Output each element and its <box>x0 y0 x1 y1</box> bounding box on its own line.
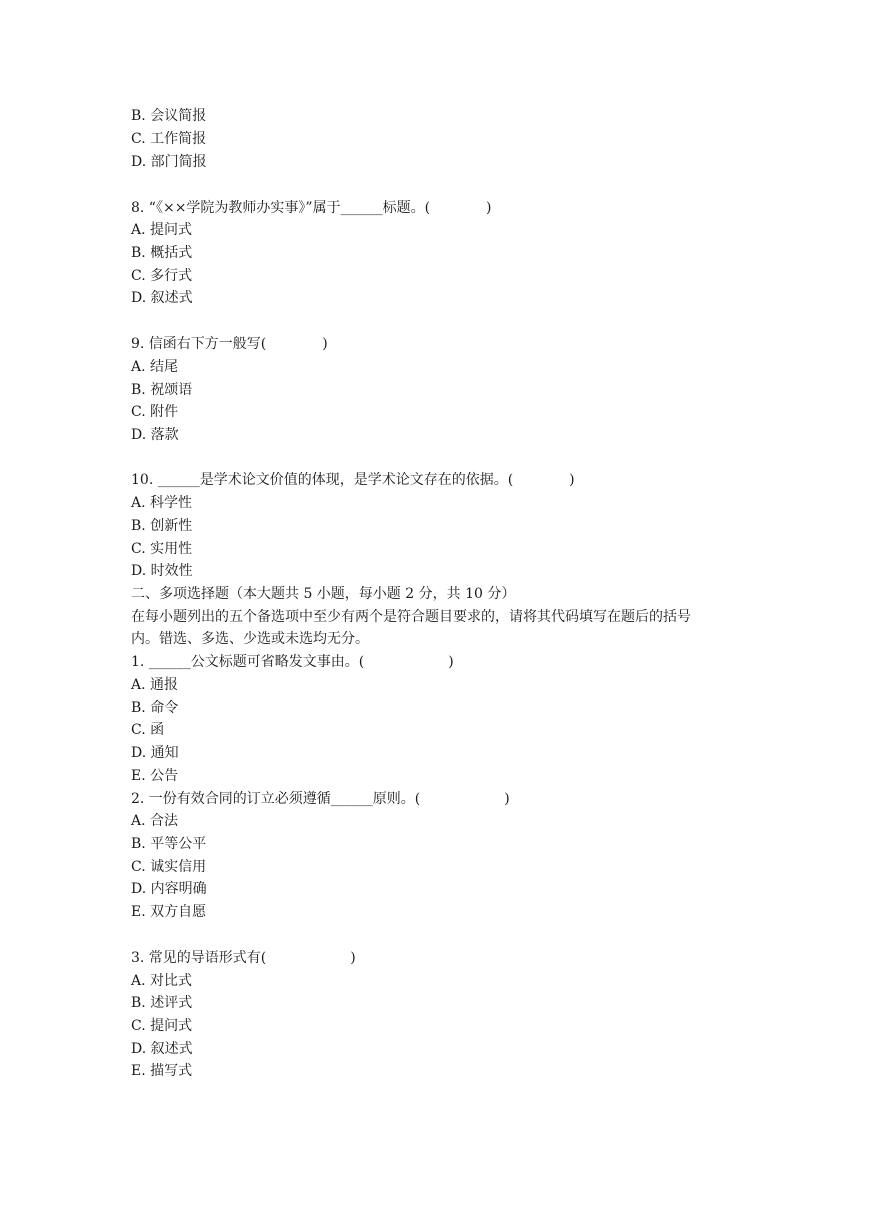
m3-option-b: B. 述评式 <box>131 995 193 1011</box>
q9-option-a: A. 结尾 <box>131 359 179 375</box>
q10-option-a: A. 科学性 <box>131 495 193 511</box>
q9-option-d: D. 落款 <box>131 427 179 443</box>
m2-option-c: C. 诚实信用 <box>131 859 207 875</box>
m2-option-b: B. 平等公平 <box>131 836 207 852</box>
q8-option-d: D. 叙述式 <box>131 290 193 306</box>
q9-option-c: C. 附件 <box>131 404 179 420</box>
m3-option-a: A. 对比式 <box>131 973 193 989</box>
m1-option-c: C. 函 <box>131 722 165 738</box>
q10-option-b: B. 创新性 <box>131 518 193 534</box>
section2-heading: 二、多项选择题（本大题共 5 小题，每小题 2 分，共 10 分） <box>131 586 516 602</box>
m2-stem: 2. 一份有效合同的订立必须遵循______原则。( ) <box>131 791 510 807</box>
q8-option-b: B. 概括式 <box>131 245 193 261</box>
q7-option-c: C. 工作简报 <box>131 131 207 147</box>
q8-stem: 8. “《××学院为教师办实事》”属于______标题。( ) <box>131 200 492 216</box>
m1-option-a: A. 通报 <box>131 677 179 693</box>
m1-option-d: D. 通知 <box>131 745 179 761</box>
m2-option-e: E. 双方自愿 <box>131 904 207 920</box>
m3-option-d: D. 叙述式 <box>131 1041 193 1057</box>
q10-option-c: C. 实用性 <box>131 541 193 557</box>
m3-option-c: C. 提问式 <box>131 1018 193 1034</box>
section2-instruction-line2: 内。错选、多选、少选或未选均无分。 <box>131 631 369 647</box>
m2-option-a: A. 合法 <box>131 813 179 829</box>
section2-instruction-line1: 在每小题列出的五个备选项中至少有两个是符合题目要求的，请将其代码填写在题后的括号 <box>131 609 691 625</box>
q10-stem: 10. ______是学术论文价值的体现，是学术论文存在的依据。( ) <box>131 472 575 488</box>
m2-option-d: D. 内容明确 <box>131 881 207 897</box>
q9-stem: 9. 信函右下方一般写( ) <box>131 336 328 352</box>
m1-option-e: E. 公告 <box>131 768 179 784</box>
q7-option-d: D. 部门简报 <box>131 154 207 170</box>
q9-option-b: B. 祝颂语 <box>131 382 193 398</box>
m3-stem: 3. 常见的导语形式有( ) <box>131 950 356 966</box>
q10-option-d: D. 时效性 <box>131 563 193 579</box>
m1-stem: 1. ______公文标题可省略发文事由。( ) <box>131 654 454 670</box>
m1-option-b: B. 命令 <box>131 700 179 716</box>
q8-option-c: C. 多行式 <box>131 268 193 284</box>
q8-option-a: A. 提问式 <box>131 222 193 238</box>
m3-option-e: E. 描写式 <box>131 1063 193 1079</box>
q7-option-b: B. 会议简报 <box>131 108 207 124</box>
